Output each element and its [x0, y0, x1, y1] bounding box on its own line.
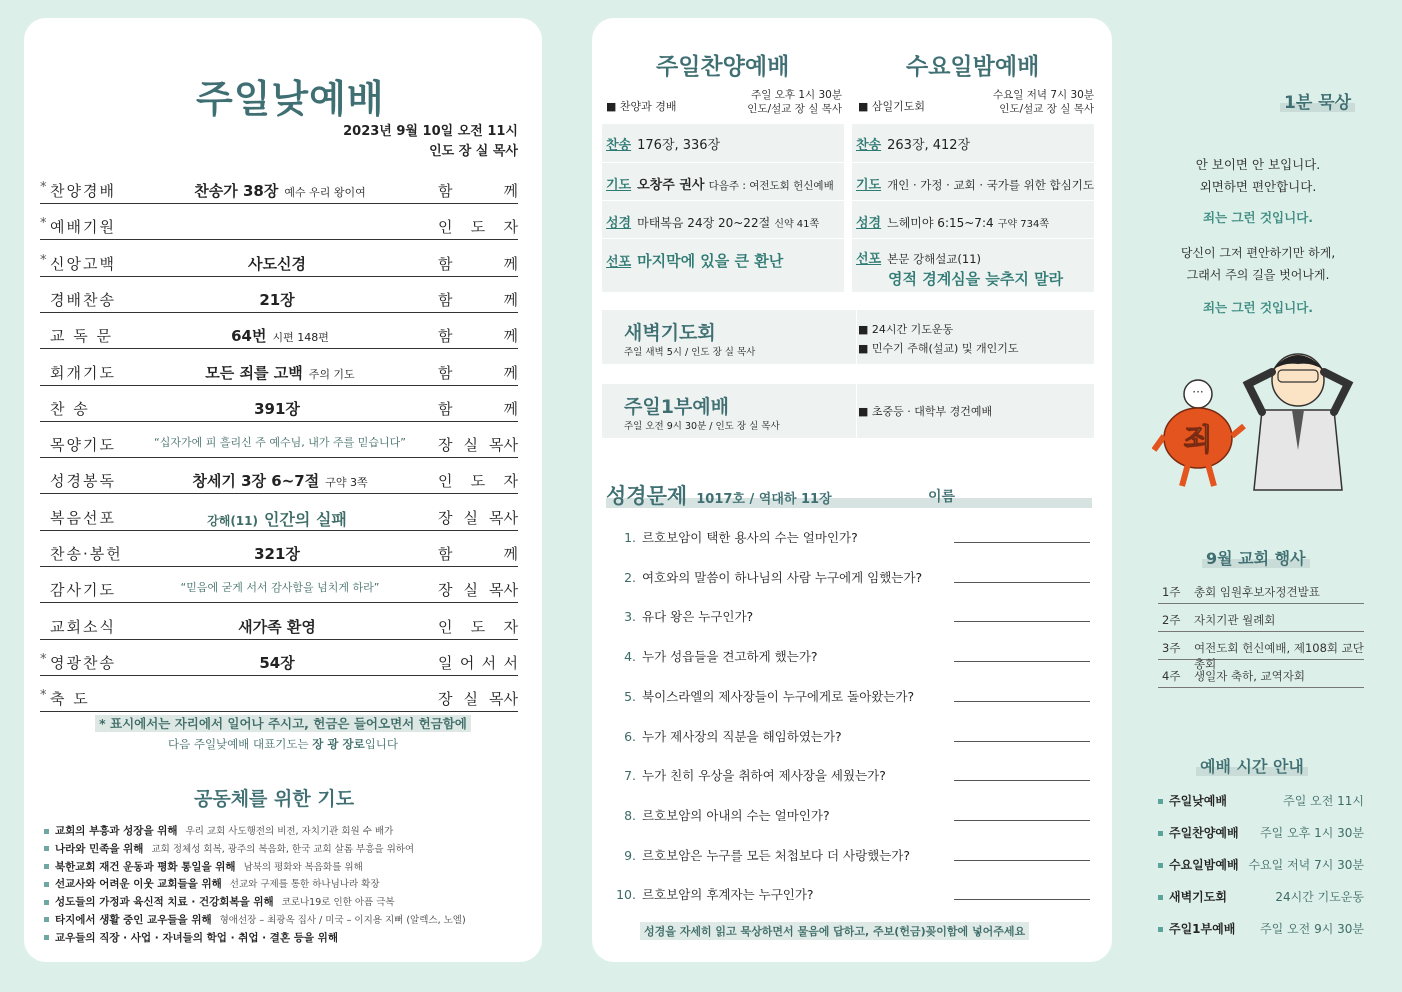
wednesday-tag: ■ 삼일기도회: [858, 100, 926, 113]
quiz-question: 8. 르호보암의 아내의 수는 얼마인가?: [616, 806, 1090, 824]
wednesday-box: [852, 124, 1094, 292]
thought-bubble-text: ···: [1192, 385, 1204, 399]
order-item-name: 교 독 문: [50, 327, 114, 346]
answer-line[interactable]: [954, 820, 1090, 821]
order-row: [40, 360, 518, 386]
order-item-content: 391장: [254, 399, 300, 418]
order-item-name: 회개기도: [50, 363, 116, 382]
order-item-leader: 일 어 서 서: [438, 653, 518, 672]
sunday-praise-meta: 주일 오후 1시 30분 인도/설교 장 실 목사: [747, 89, 842, 115]
order-row: [40, 396, 518, 422]
order-item-leader: 장 실 목사: [438, 690, 518, 709]
guide-row: 새벽기도회 24시간 기도운동: [1158, 888, 1364, 905]
list-item: 교회의 부흥과 성장을 위해 우리 교회 사도행전의 비전, 자치기관 회원 수 배가: [44, 823, 466, 841]
order-item-leader: 함 께: [438, 290, 518, 309]
guide-row: 수요일밤예배 수요일 저녁 7시 30분: [1158, 856, 1364, 873]
order-item-content: 21장: [259, 290, 295, 309]
order-item-name: 찬송·봉헌: [50, 545, 123, 563]
order-row: [40, 178, 518, 204]
order-item-name: 영광찬송: [50, 653, 116, 672]
meditation-text-3: 당신이 그저 편안하기만 하게, 그래서 주의 길을 벗어나게.: [1180, 246, 1336, 282]
order-item-content: 새가족 환영: [238, 617, 316, 636]
answer-line[interactable]: [954, 661, 1090, 662]
order-row: [40, 541, 518, 567]
stand-mark: *: [40, 180, 47, 195]
guide-title: 예배 시간 안내: [1200, 754, 1304, 777]
stand-mark: *: [40, 688, 47, 704]
quiz-info: 1017호 / 역대하 11장: [696, 492, 832, 507]
service-date-block: [343, 122, 518, 162]
order-item-leader: 장 실 목사: [438, 581, 518, 600]
dawn-items: ■ 24시간 기도운동 ■ 민수기 주해(설교) 및 개인기도: [858, 323, 1019, 355]
services-panel: [592, 18, 1112, 962]
wed-sermon: 선포 본문 강해설교(11): [856, 252, 982, 267]
list-item: 교우들의 직장 · 사업 · 자녀들의 학업 · 취업 · 결혼 등을 위해: [44, 930, 466, 948]
next-prayer-note: 다음 주일낮예배 대표기도는 장 광 장로입니다: [167, 737, 399, 751]
answer-line[interactable]: [954, 582, 1090, 583]
answer-line[interactable]: [954, 542, 1090, 543]
stand-mark: *: [40, 651, 47, 667]
quiz-footer: 성경을 자세히 읽고 묵상하면서 물음에 답하고, 주보(헌금)꽂이함에 넣어주세요: [640, 922, 1029, 940]
sin-illustration: [1152, 340, 1368, 500]
sunday-service-panel: [24, 18, 542, 962]
list-item: 선교사와 어려운 이웃 교회들을 위해 선교와 구제를 통한 하나님나라 확장: [44, 876, 466, 894]
order-item-leader: 함 께: [438, 545, 518, 563]
order-row: [40, 251, 518, 277]
first-service-items: ■ 초중등 · 대학부 경건예배: [858, 405, 993, 418]
events-title: 9월 교회 행사: [1206, 546, 1306, 569]
order-item-leader: 인 도 자: [438, 218, 518, 237]
order-row: [40, 323, 518, 349]
order-item-content: [140, 216, 420, 234]
order-row: [40, 287, 518, 313]
order-item-leader: 장 실 목사: [438, 508, 518, 527]
praise-hymn: 찬송 176장, 336장: [606, 138, 721, 153]
order-row: [40, 214, 518, 240]
order-item-content: 64번 시편 148편: [231, 327, 329, 346]
event-row: 4주 생일자 축하, 교역자회: [1158, 662, 1364, 688]
guide-row: 주일낮예배 주일 오전 11시: [1158, 792, 1364, 809]
quiz-question: 4. 누가 성읍들을 견고하게 했는가?: [616, 647, 1090, 665]
order-row: [40, 468, 518, 494]
meditation-text-1: 안 보이면 안 보입니다. 외면하면 편안합니다.: [1195, 157, 1321, 194]
answer-line[interactable]: [954, 621, 1090, 622]
order-item-name: 경배찬송: [50, 290, 116, 309]
quiz-name-label: 이름: [928, 489, 956, 505]
bible-quiz-header: [606, 480, 1092, 510]
order-item-name: 교회소식: [50, 617, 116, 636]
event-row: 1주 총회 임원후보자정견발표: [1158, 578, 1364, 604]
wed-hymn: 찬송 263장, 412장: [856, 138, 971, 153]
event-row: 3주 여전도회 헌신예배, 제108회 교단총회: [1158, 634, 1364, 660]
answer-line[interactable]: [954, 741, 1090, 742]
order-item-leader: 장 실 목사: [438, 436, 518, 455]
order-item-name: 신앙고백: [50, 254, 116, 273]
order-item-leader: 함 께: [438, 363, 518, 382]
event-row: 2주 자치기관 월례회: [1158, 606, 1364, 632]
quiz-question: 1. 르호보암이 택한 용사의 수는 얼마인가?: [616, 528, 1090, 546]
order-item-content: 사도신경: [248, 254, 306, 273]
order-row: [40, 686, 518, 712]
order-item-name: 감사기도: [50, 581, 116, 600]
page-title: 주일낮예배: [196, 68, 385, 123]
stand-mark: *: [40, 216, 47, 232]
order-item-leader: 인 도 자: [438, 617, 518, 636]
order-item-content: 321장: [254, 545, 300, 563]
wed-sermon-title: 영적 경계심을 늦추지 말라: [888, 270, 1064, 288]
dawn-prayer-box: [602, 310, 1094, 364]
order-row: [40, 650, 518, 676]
standing-note: * 표시에서는 자리에서 일어나 주시고, 헌금은 들어오면서 헌금함에: [24, 714, 542, 732]
answer-line[interactable]: [954, 860, 1090, 861]
order-item-name: 목양기도: [50, 436, 116, 455]
order-item-content: 강해(11) 인간의 실패: [207, 509, 347, 529]
stand-mark: *: [40, 252, 47, 268]
service-leader: 인도 장 실 목사: [429, 144, 518, 159]
order-row: [40, 432, 518, 458]
first-service-box: [602, 384, 1094, 438]
list-item: 북한교회 재건 운동과 평화 통일을 위해 남북의 평화와 복음화를 위해: [44, 859, 466, 877]
community-prayer-list: [44, 823, 466, 948]
list-item: 타지에서 생활 중인 교우들을 위해 형애선장 – 최광옥 집사 / 미국 – 이지용 지뻐 (알렉스, 노엘): [44, 912, 466, 930]
quiz-question: 7. 누가 친히 우상을 취하여 제사장을 세웠는가?: [616, 766, 1090, 784]
quiz-title: 성경문제: [606, 484, 688, 508]
order-item-content: 창세기 3장 6~7절 구약 3쪽: [192, 472, 368, 491]
meditation-text-2: 죄는 그런 것입니다.: [1202, 210, 1314, 225]
dawn-sub: 주일 새벽 5시 / 인도 장 실 목사: [624, 347, 756, 358]
first-service-title: 주일1부예배: [624, 396, 729, 418]
answer-line[interactable]: [954, 701, 1090, 702]
answer-line[interactable]: [954, 780, 1090, 781]
order-item-leader: 함 께: [438, 327, 518, 346]
sunday-praise-tag: ■ 찬양과 경배: [606, 100, 677, 113]
order-item-content: “믿음에 굳게 서서 감사함을 넘치게 하라”: [180, 581, 380, 595]
guide-row: 주일찬양예배 주일 오후 1시 30분: [1158, 824, 1364, 841]
praise-sermon: 선포 마지막에 있을 큰 환난: [606, 252, 784, 270]
order-item-content: 모든 죄를 고백 주의 기도: [205, 363, 355, 382]
order-item-name: 예배기원: [50, 218, 116, 237]
order-item-leader: 함 께: [438, 182, 518, 200]
quiz-question: 2. 여호와의 말씀이 하나님의 사람 누구에게 임했는가?: [616, 568, 1090, 586]
quiz-question: 9. 르호보암은 누구를 모든 처첩보다 더 사랑했는가?: [616, 846, 1090, 864]
sin-label: 죄: [1183, 423, 1213, 458]
community-prayer-title: 공동체를 위한 기도: [194, 784, 354, 811]
order-item-name: 성경봉독: [50, 472, 116, 491]
first-service-sub: 주일 오전 9시 30분 / 인도 장 실 목사: [624, 421, 780, 432]
quiz-question: 6. 누가 제사장의 직분을 해임하였는가?: [616, 727, 1090, 745]
order-item-name: 축 도: [50, 690, 90, 709]
order-item-content: “십자가에 피 흘리신 주 예수님, 내가 주를 믿습니다”: [154, 436, 406, 450]
order-row: [40, 614, 518, 640]
order-item-name: 찬양경배: [50, 182, 116, 200]
meditation-title: 1분 묵상: [1284, 88, 1351, 113]
service-date: 2023년 9월 10일 오전 11시: [343, 124, 518, 139]
order-item-content: 찬송가 38장 예수 우리 왕이여: [194, 182, 366, 200]
dawn-title: 새벽기도회: [624, 322, 716, 344]
answer-line[interactable]: [954, 899, 1090, 900]
meditation-text-4: 죄는 그런 것입니다.: [1202, 300, 1314, 315]
quiz-question: 5. 북이스라엘의 제사장들이 누구에게로 돌아왔는가?: [616, 687, 1090, 705]
sunday-praise-box: [602, 124, 844, 292]
wednesday-title: 수요일밤예배: [906, 48, 1039, 81]
guide-row: 주일1부예배 주일 오전 9시 30분: [1158, 920, 1364, 937]
quiz-question: 10. 르호보암의 후계자는 누구인가?: [616, 885, 1090, 903]
list-item: 나라와 민족을 위해 교회 정체성 회복, 광주의 복음화, 한국 교회 살롬 부흥을 위하여: [44, 841, 466, 859]
list-item: 성도들의 가정과 육신적 치료 · 건강회복을 위해 코로나19로 인한 아픔 극복: [44, 894, 466, 912]
order-item-leader: 함 께: [438, 399, 518, 418]
order-item-leader: 인 도 자: [438, 472, 518, 491]
order-row: [40, 505, 518, 531]
praise-prayer: 기도 오창주 권사 다음주 : 여전도회 헌신예배: [606, 178, 834, 193]
order-item-content: [140, 688, 420, 706]
quiz-question: 3. 유다 왕은 누구인가?: [616, 607, 1090, 625]
wed-prayer: 기도 개인 · 가정 · 교회 · 국가를 위한 합심기도: [856, 178, 1094, 193]
praise-bible: 성경 마태복음 24장 20~22절 신약 41쪽: [606, 216, 820, 231]
order-item-content: 54장: [259, 653, 295, 672]
order-item-name: 복음선포: [50, 508, 116, 527]
wednesday-meta: 수요일 저녁 7시 30분 인도/설교 장 실 목사: [992, 89, 1094, 115]
order-item-name: 찬 송: [50, 399, 90, 418]
wed-bible: 성경 느헤미야 6:15~7:4 구약 734쪽: [856, 216, 1050, 231]
sunday-praise-title: 주일찬양예배: [656, 48, 789, 81]
order-item-leader: 함 께: [438, 254, 518, 273]
order-row: [40, 577, 518, 603]
